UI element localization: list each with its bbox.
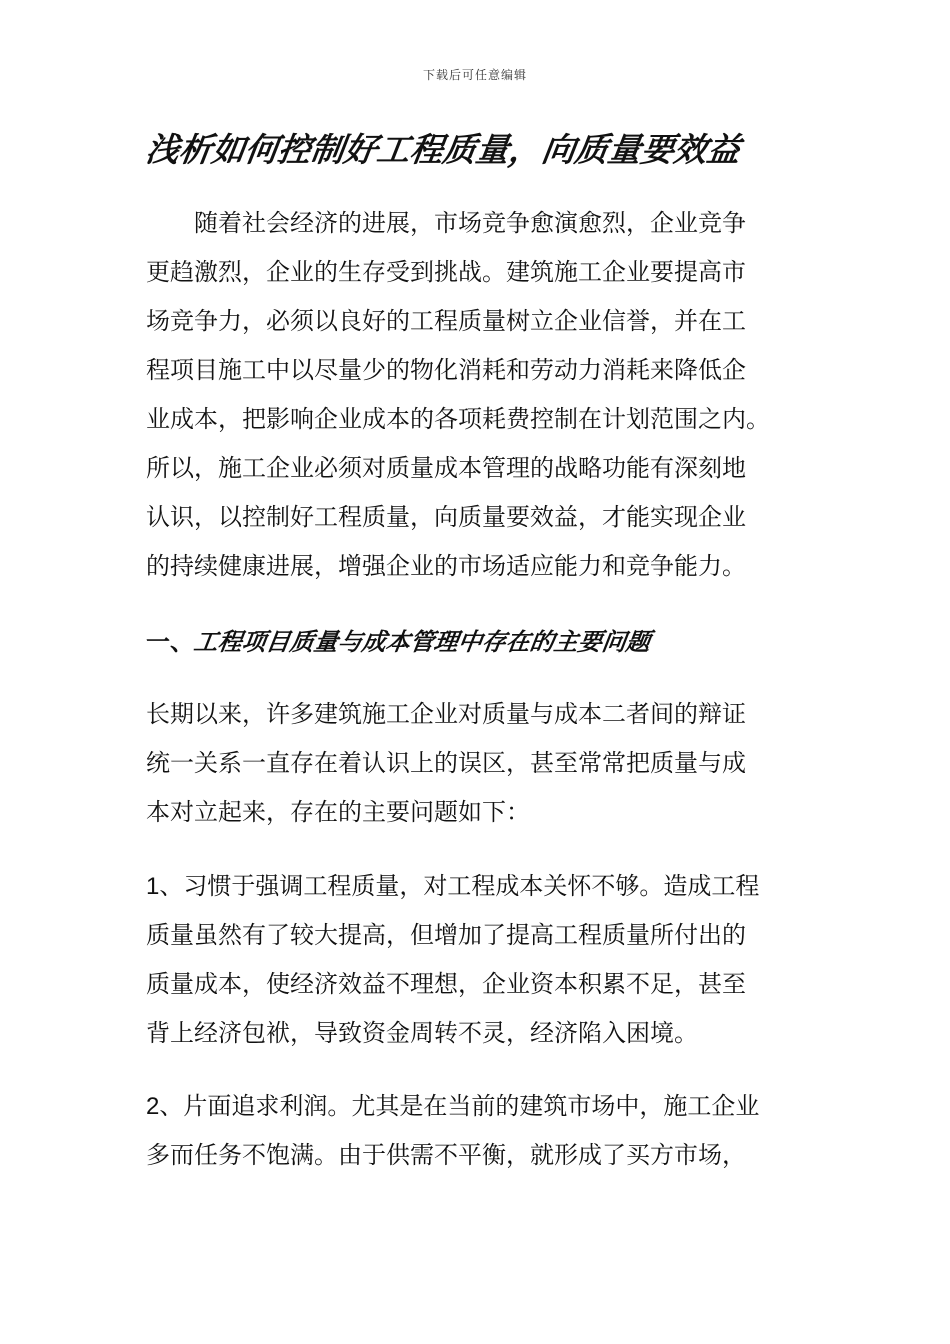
paragraph-line: 所以，施工企业必须对质量成本管理的战略功能有深刻地 xyxy=(146,454,746,482)
document-title: 浅析如何控制好工程质量，向质量要效益 xyxy=(143,130,743,169)
paragraph-line: 本对立起来，存在的主要问题如下： xyxy=(146,798,530,826)
list-item-text: 、片面追求利润。尤其是在当前的建筑市场中，施工企业 xyxy=(159,1092,760,1120)
list-item-number: 1 xyxy=(146,873,160,900)
section-heading-1 xyxy=(146,622,653,662)
list-item-text: 、习惯于强调工程质量，对工程成本关怀不够。造成工程 xyxy=(159,872,760,900)
paragraph-line: 质量虽然有了较大提高，但增加了提高工程质量所付出的 xyxy=(146,921,746,949)
paragraph-line: 随着社会经济的进展，市场竞争愈演愈烈，企业竞争 xyxy=(146,209,746,237)
paragraph-line: 认识，以控制好工程质量，向质量要效益，才能实现企业 xyxy=(146,503,746,531)
paragraph-line: 更趋激烈，企业的生存受到挑战。建筑施工企业要提高市 xyxy=(146,258,746,286)
paragraph-line: 业成本，把影响企业成本的各项耗费控制在计划范围之内。 xyxy=(146,405,770,433)
paragraph-line: 多而任务不饱满。由于供需不平衡，就形成了买方市场， xyxy=(146,1141,746,1169)
list-item-2 xyxy=(146,1082,808,1180)
paragraph-line: 的持续健康进展，增强企业的市场适应能力和竞争能力。 xyxy=(146,552,746,580)
paragraph-line xyxy=(146,862,808,911)
paragraph-line: 质量成本，使经济效益不理想，企业资本积累不足，甚至 xyxy=(146,970,746,998)
section-title: 工程项目质量与成本管理中存在的主要问题 xyxy=(192,627,653,656)
paragraph-line: 统一关系一直存在着认识上的误区，甚至常常把质量与成 xyxy=(146,749,746,777)
section-number: 一、 xyxy=(146,627,194,656)
paragraph-line xyxy=(146,1082,808,1131)
header-note: 下载后可任意编辑 xyxy=(422,68,527,82)
list-item-number: 2 xyxy=(146,1093,160,1120)
section1-intro-paragraph xyxy=(146,690,808,837)
paragraph-line: 长期以来，许多建筑施工企业对质量与成本二者间的辩证 xyxy=(146,700,746,728)
paragraph-line: 背上经济包袱，导致资金周转不灵，经济陷入困境。 xyxy=(146,1019,698,1047)
paragraph-line: 程项目施工中以尽量少的物化消耗和劳动力消耗来降低企 xyxy=(146,356,746,384)
list-item-1 xyxy=(146,862,808,1058)
intro-paragraph xyxy=(146,199,808,591)
paragraph-line: 场竞争力，必须以良好的工程质量树立企业信誉，并在工 xyxy=(146,307,746,335)
